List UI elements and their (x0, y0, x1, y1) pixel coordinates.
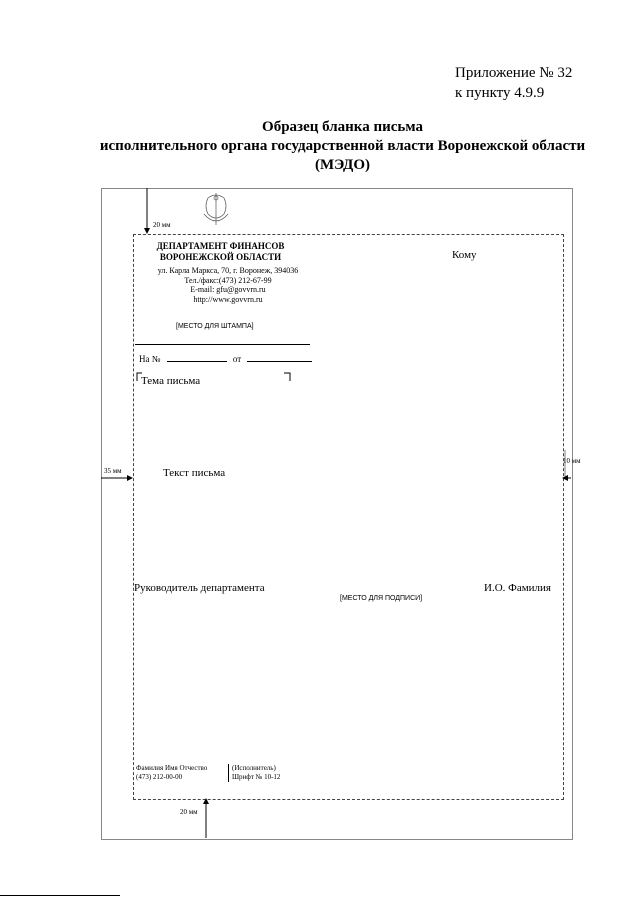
body-label: Текст письма (163, 467, 226, 479)
address: ул. Карла Маркса, 70, г. Воронеж, 394036 (157, 266, 299, 275)
executor-block (136, 764, 207, 782)
department-contacts (143, 266, 313, 304)
appendix-point: к пункту 4.9.9 (455, 85, 545, 101)
recipient-label: Кому (452, 249, 477, 261)
executor-name: Фамилия Имя Отчество (136, 764, 208, 772)
signer-name: И.О. Фамилия (484, 582, 551, 594)
font-note: Шрифт № 10-12 (232, 773, 281, 781)
executor-role: (Исполнитель) (232, 764, 276, 772)
department-line-1: ДЕПАРТАМЕНТ ФИНАНСОВ (156, 241, 285, 251)
signer-position: Руководитель департамента (134, 582, 265, 594)
letterhead-divider (135, 344, 310, 345)
subject-label: Тема письма (141, 375, 201, 387)
reference-line (139, 354, 312, 364)
margin-right-label: 10 мм (563, 457, 581, 465)
stamp-placeholder: [МЕСТО ДЛЯ ШТАМПА] (176, 323, 254, 330)
email: E-mail: gfu@govvrn.ru (190, 285, 266, 294)
signature-placeholder: [МЕСТО ДЛЯ ПОДПИСИ] (340, 595, 423, 602)
phone: Тел./факс:(473) 212-67-99 (184, 275, 272, 285)
title-line-3: (МЭДО) (314, 157, 371, 173)
executor-phone: (473) 212-00-00 (136, 773, 183, 781)
margin-bottom-label: 20 мм (180, 808, 198, 816)
reference-date-label: от (232, 354, 242, 364)
department-line-2: ВОРОНЕЖСКОЙ ОБЛАСТИ (159, 252, 282, 262)
margin-top-label: 20 мм (153, 221, 171, 229)
footnote-line (0, 895, 120, 896)
appendix-number: Приложение № 32 (455, 65, 573, 81)
executor-note (228, 764, 280, 782)
margin-left-label: 35 мм (104, 467, 122, 475)
reference-number-label: На № (139, 354, 161, 364)
title-line-2: исполнительного органа государственной власти Воронежской области (99, 138, 586, 154)
website: http://www.govvrn.ru (193, 294, 263, 304)
department-name (143, 241, 298, 263)
title-line-1: Образец бланка письма (262, 119, 423, 135)
